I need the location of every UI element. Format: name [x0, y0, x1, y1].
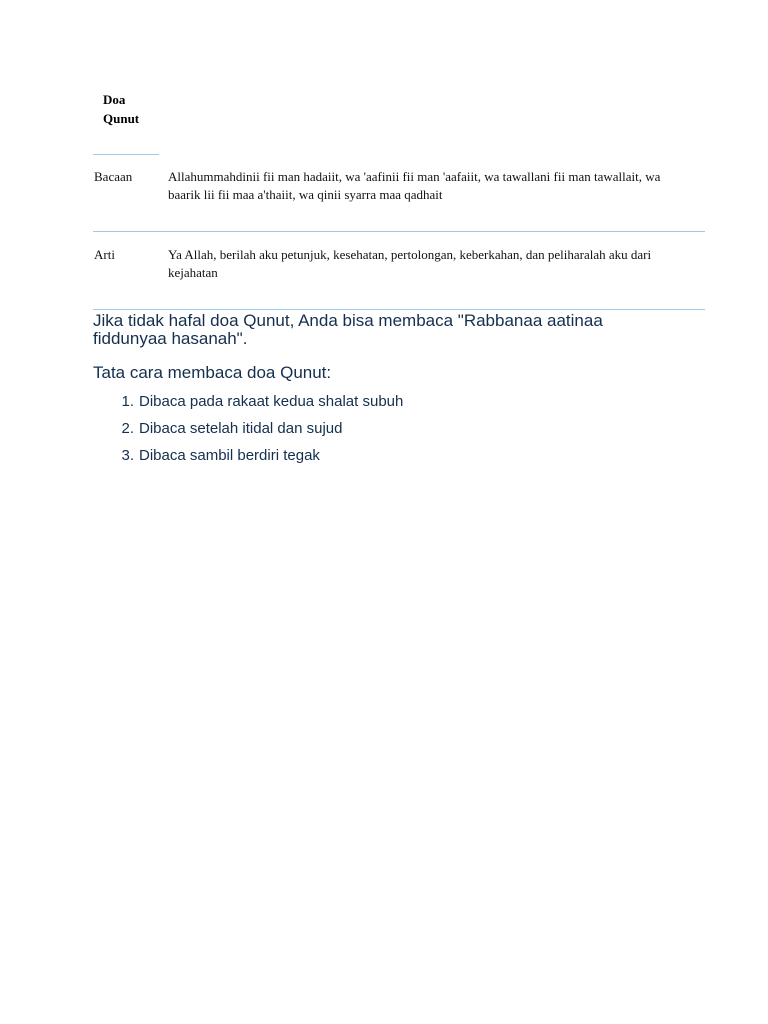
note-paragraph: Jika tidak hafal doa Qunut, Anda bisa membaca "Rabbanaa aatinaa fiddunyaa hasanah".	[93, 311, 603, 348]
step-number: 1.	[121, 393, 134, 410]
row-divider	[93, 309, 705, 310]
table-heading: Doa Qunut	[103, 92, 140, 126]
row-value-bacaan: Allahummahdinii fii man hadaiit, wa 'aafinii fii man 'aafaiit, wa tawallani fii man tawallait, wa baarik lii fii maa a'thaiit, wa qinii syarra maa qadhait	[168, 169, 661, 202]
step-number: 2.	[121, 420, 134, 437]
steps-title: Tata cara membaca doa Qunut:	[93, 363, 332, 382]
row-value-arti: Ya Allah, berilah aku petunjuk, kesehatan, pertolongan, keberkahan, dan peliharalah aku dari kejahatan	[168, 247, 652, 280]
list-item	[93, 447, 653, 474]
row-label-bacaan: Bacaan	[94, 169, 133, 184]
step-text: Dibaca setelah itidal dan sujud	[139, 420, 343, 437]
row-divider	[93, 231, 705, 232]
row-label-arti: Arti	[94, 247, 115, 262]
step-number: 3.	[121, 447, 134, 464]
list-item	[93, 393, 653, 420]
step-text: Dibaca pada rakaat kedua shalat subuh	[139, 393, 404, 410]
steps-list	[93, 393, 653, 474]
step-text: Dibaca sambil berdiri tegak	[139, 447, 320, 464]
heading-divider	[93, 154, 159, 155]
list-item	[93, 420, 653, 447]
